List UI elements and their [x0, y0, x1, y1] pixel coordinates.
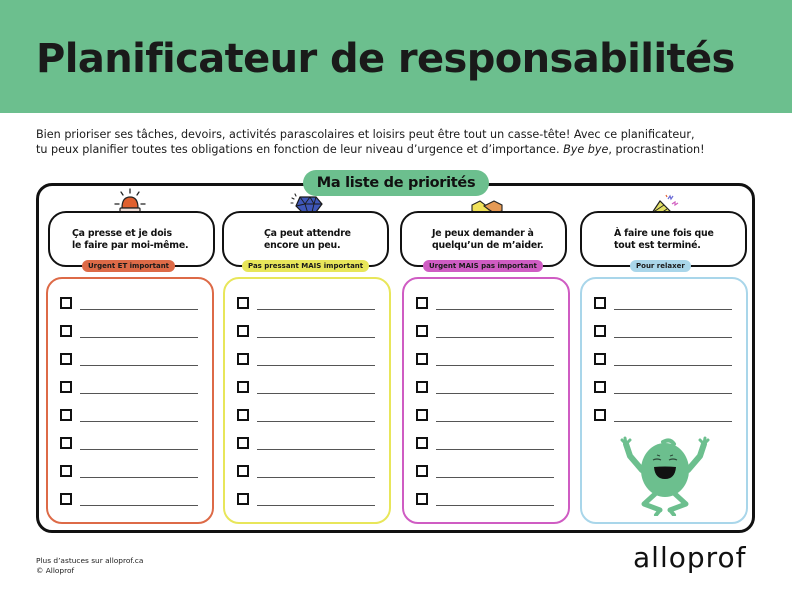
checklist-item[interactable]	[60, 437, 210, 451]
checklist-item[interactable]	[237, 465, 387, 479]
checkbox[interactable]	[237, 493, 249, 505]
write-line[interactable]	[436, 449, 554, 450]
checklist-item[interactable]	[594, 409, 744, 423]
write-line[interactable]	[614, 365, 732, 366]
checklist-item[interactable]	[416, 409, 566, 423]
checkbox[interactable]	[594, 381, 606, 393]
checkbox[interactable]	[60, 297, 72, 309]
checklist-item[interactable]	[594, 325, 744, 339]
checkbox[interactable]	[60, 437, 72, 449]
write-line[interactable]	[80, 477, 198, 478]
checklist-not-urgent-important	[223, 277, 391, 524]
checklist-item[interactable]	[416, 493, 566, 507]
write-line[interactable]	[257, 477, 375, 478]
checklist-relax	[580, 277, 748, 524]
column-header-not-urgent-important: Ça peut attendre encore un peu.	[222, 211, 389, 267]
write-line[interactable]	[436, 393, 554, 394]
write-line[interactable]	[436, 505, 554, 506]
write-line[interactable]	[436, 365, 554, 366]
checklist-item[interactable]	[237, 381, 387, 395]
checkbox[interactable]	[416, 353, 428, 365]
checkbox[interactable]	[416, 465, 428, 477]
checkbox[interactable]	[594, 353, 606, 365]
checkbox[interactable]	[416, 409, 428, 421]
checklist-item[interactable]	[594, 353, 744, 367]
write-line[interactable]	[257, 309, 375, 310]
checkbox[interactable]	[594, 297, 606, 309]
write-line[interactable]	[257, 393, 375, 394]
tag-urgent-important: Urgent ET important	[82, 260, 175, 272]
checkbox[interactable]	[416, 325, 428, 337]
write-line[interactable]	[80, 421, 198, 422]
write-line[interactable]	[80, 365, 198, 366]
write-line[interactable]	[257, 449, 375, 450]
checklist-item[interactable]	[416, 381, 566, 395]
checkbox[interactable]	[594, 325, 606, 337]
tag-not-urgent-important: Pas pressant MAIS important	[242, 260, 369, 272]
checklist-item[interactable]	[416, 353, 566, 367]
write-line[interactable]	[257, 337, 375, 338]
write-line[interactable]	[436, 421, 554, 422]
checklist-item[interactable]	[416, 465, 566, 479]
meditating-mascot-icon	[620, 434, 710, 520]
write-line[interactable]	[257, 505, 375, 506]
checkbox[interactable]	[416, 297, 428, 309]
checklist-urgent-not-important	[402, 277, 570, 524]
write-line[interactable]	[614, 421, 732, 422]
tag-urgent-not-important: Urgent MAIS pas important	[423, 260, 543, 272]
board-label: Ma liste de priorités	[303, 170, 489, 196]
write-line[interactable]	[436, 309, 554, 310]
intro-line-2: tu peux planifier toutes tes obligations en fonction de leur niveau d’urgence et d’importance. Bye bye, procrastination!	[36, 143, 705, 156]
checklist-item[interactable]	[594, 297, 744, 311]
write-line[interactable]	[80, 449, 198, 450]
checklist-item[interactable]	[594, 381, 744, 395]
checkbox[interactable]	[237, 437, 249, 449]
checkbox[interactable]	[60, 381, 72, 393]
checklist-item[interactable]	[60, 493, 210, 507]
checklist-item[interactable]	[60, 409, 210, 423]
checkbox[interactable]	[237, 409, 249, 421]
checklist-item[interactable]	[416, 325, 566, 339]
checklist-item[interactable]	[60, 465, 210, 479]
alloprof-logo: alloprof	[633, 541, 747, 574]
checklist-item[interactable]	[60, 325, 210, 339]
checkbox[interactable]	[60, 465, 72, 477]
checklist-item[interactable]	[416, 297, 566, 311]
checkbox[interactable]	[237, 353, 249, 365]
write-line[interactable]	[80, 393, 198, 394]
checklist-urgent-important	[46, 277, 214, 524]
write-line[interactable]	[436, 337, 554, 338]
write-line[interactable]	[257, 365, 375, 366]
column-header-urgent-important: Ça presse et je dois le faire par moi-même.	[48, 211, 215, 267]
footer-link-text: Plus d’astuces sur alloprof.ca	[36, 556, 144, 565]
footer-credits	[36, 556, 143, 576]
checkbox[interactable]	[416, 437, 428, 449]
checkbox[interactable]	[60, 493, 72, 505]
checklist-item[interactable]	[237, 493, 387, 507]
write-line[interactable]	[80, 309, 198, 310]
checkbox[interactable]	[60, 353, 72, 365]
checklist-item[interactable]	[60, 381, 210, 395]
checklist-item[interactable]	[60, 297, 210, 311]
checkbox[interactable]	[416, 493, 428, 505]
checkbox[interactable]	[594, 409, 606, 421]
checkbox[interactable]	[60, 325, 72, 337]
tag-relax: Pour relaxer	[630, 260, 691, 272]
checklist-item[interactable]	[416, 437, 566, 451]
page-title: Planificateur de responsabilités	[36, 36, 735, 82]
checklist-item[interactable]	[237, 297, 387, 311]
checkbox[interactable]	[237, 381, 249, 393]
checklist-item[interactable]	[60, 353, 210, 367]
checklist-item[interactable]	[237, 437, 387, 451]
write-line[interactable]	[614, 309, 732, 310]
checkbox[interactable]	[416, 381, 428, 393]
checklist-item[interactable]	[237, 409, 387, 423]
checklist-item[interactable]	[237, 325, 387, 339]
checkbox[interactable]	[237, 297, 249, 309]
write-line[interactable]	[257, 421, 375, 422]
column-header-relax: À faire une fois que tout est terminé.	[580, 211, 747, 267]
checkbox[interactable]	[60, 409, 72, 421]
checkbox[interactable]	[237, 465, 249, 477]
write-line[interactable]	[80, 337, 198, 338]
column-header-urgent-not-important: Je peux demander à quelqu’un de m’aider.	[400, 211, 567, 267]
write-line[interactable]	[436, 477, 554, 478]
checklist-item[interactable]	[237, 353, 387, 367]
write-line[interactable]	[80, 505, 198, 506]
checkbox[interactable]	[237, 325, 249, 337]
intro-line-1: Bien prioriser ses tâches, devoirs, activités parascolaires et loisirs peut être tout un casse-tête! Avec ce planificateur,	[36, 128, 695, 141]
header-banner	[0, 0, 792, 113]
write-line[interactable]	[614, 393, 732, 394]
write-line[interactable]	[614, 337, 732, 338]
intro-paragraph	[36, 127, 766, 157]
copyright: © Alloprof	[36, 566, 75, 575]
